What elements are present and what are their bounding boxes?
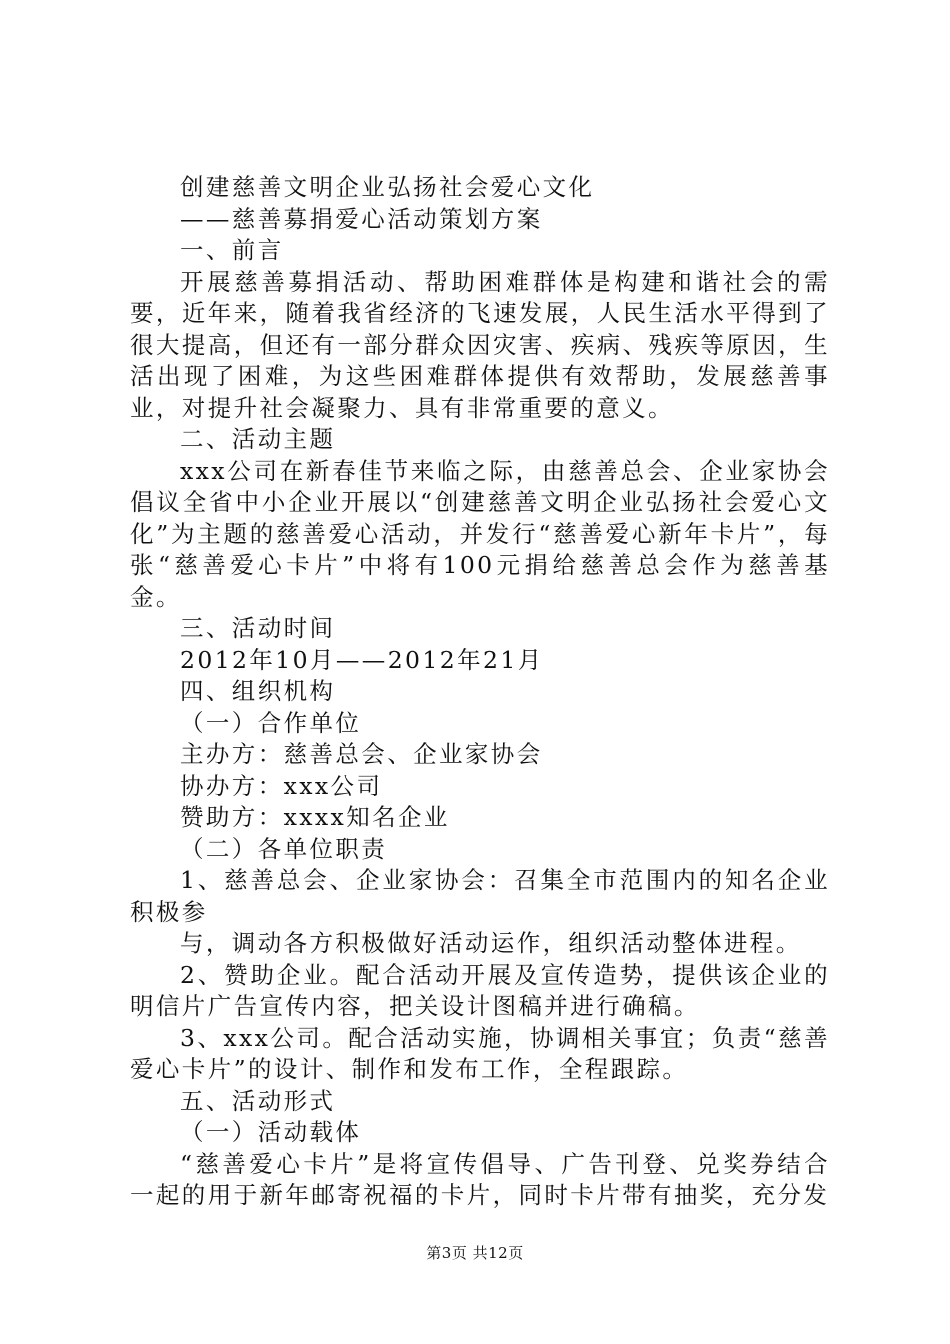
paragraph-co-organizer: 协办方：xxx公司 [180,771,383,800]
paragraph-organizer: 主办方：慈善总会、企业家协会 [180,740,543,768]
paragraph-duty-3: 3、xxx公司。配合活动实施，协调相关事宜；负责“慈善爱心卡片”的设计、制作和发布工作，全程跟踪。 [130,1023,830,1083]
subheading-partners: （一）合作单位 [180,708,362,737]
paragraph-sponsor: 赞助方：xxxx知名企业 [180,803,450,831]
section-heading-preface: 一、前言 [180,236,284,264]
paragraph-duty-2: 2、赞助企业。配合活动开展及宣传造势，提供该企业的明信片广告宣传内容，把关设计图稿并进行确稿。 [130,960,830,1020]
document-body [130,172,830,1212]
paragraph-duty-1: 1、慈善总会、企业家协会：召集全市范围内的知名企业积极参 [130,866,830,926]
document-title: 创建慈善文明企业弘扬社会爱心文化 [180,173,595,201]
paragraph-duty-1-continued: 与，调动各方积极做好活动运作，组织活动整体进程。 [180,929,802,957]
document-subtitle: ——慈善募捐爱心活动策划方案 [180,204,543,233]
section-heading-format: 五、活动形式 [180,1086,336,1115]
paragraph-carrier: “慈善爱心卡片”是将宣传倡导、广告刊登、兑奖券结合一起的用于新年邮寄祝福的卡片，同时卡片带有抽奖，充分发 [130,1149,830,1209]
paragraph-preface: 开展慈善募捐活动、帮助困难群体是构建和谐社会的需要，近年来，随着我省经济的飞速发展，人民生活水平得到了很大提高，但还有一部分群众因灾害、疾病、残疾等原因，生活出现了困难，为这些困难群体提供有效帮助，发展慈善事业，对提升社会凝聚力、具有非常重要的意义。 [130,267,830,422]
paragraph-theme: xxx公司在新春佳节来临之际，由慈善总会、企业家协会倡议全省中小企业开展以“创建慈善文明企业弘扬社会爱心文化”为主题的慈善爱心活动，并发行“慈善爱心新年卡片”，每张“慈善爱心卡片”中将有100元捐给慈善总会作为慈善基金。 [130,456,830,611]
section-heading-time: 三、活动时间 [180,614,336,642]
section-heading-organization: 四、组织机构 [180,677,336,705]
subheading-carrier: （一）活动载体 [180,1118,362,1146]
section-heading-theme: 二、活动主题 [180,425,336,453]
page-number-footer: 第3页 共12页 [426,1244,524,1262]
subheading-duties: （二）各单位职责 [180,834,388,863]
paragraph-time: 2012年10月——2012年21月 [180,645,544,674]
